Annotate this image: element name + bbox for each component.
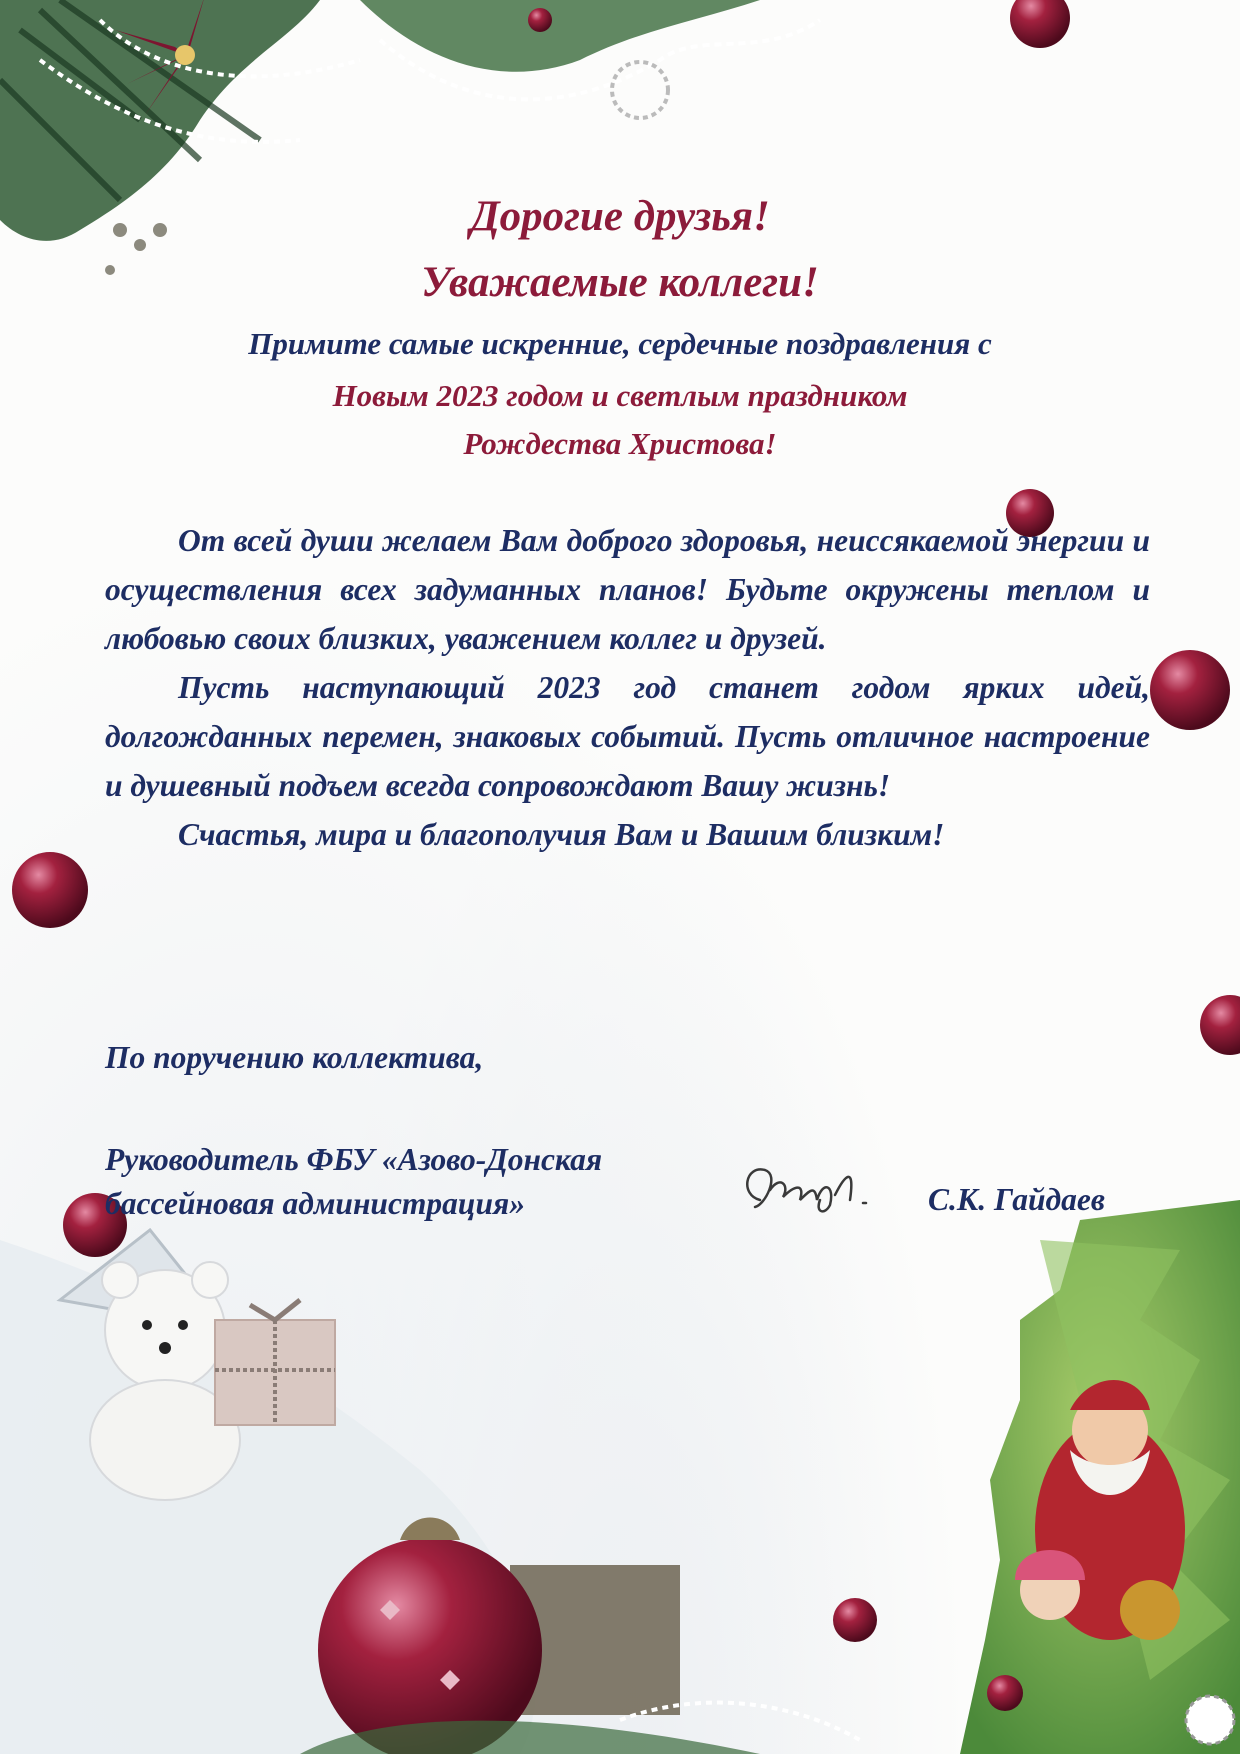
bottom-center-ornament bbox=[300, 1518, 877, 1754]
greeting-line-1: Дорогие друзья! bbox=[470, 193, 770, 240]
signer-position bbox=[105, 1138, 602, 1226]
position-line-2: бассейновая администрация» bbox=[105, 1186, 525, 1221]
ornament-ball bbox=[1150, 650, 1230, 730]
on-behalf-line: По поручению коллектива, bbox=[105, 1040, 484, 1075]
gift-box bbox=[215, 1300, 335, 1425]
handwritten-signature bbox=[735, 1155, 885, 1225]
intro-line-3: Рождества Христова! bbox=[463, 426, 777, 461]
ornament-ball bbox=[12, 852, 88, 928]
greeting-line-2: Уважаемые коллеги! bbox=[421, 259, 819, 306]
top-right-ornament bbox=[1010, 0, 1070, 48]
body-paragraph-3: Счастья, мира и благополучия Вам и Вашим близким! bbox=[178, 817, 945, 852]
top-center-garland bbox=[360, 0, 820, 118]
body-paragraph-2: Пусть наступающий 2023 год станет годом ярких идей, долгожданных перемен, знаковых событий. Пусть отличное настроение и душевный подъем всегда сопровождают Вашу жизнь! bbox=[105, 670, 1150, 803]
signer-name: С.К. Гайдаев bbox=[928, 1182, 1105, 1217]
intro-line-1: Примите самые искренние, сердечные поздравления с bbox=[248, 326, 992, 361]
bottom-right-tree bbox=[960, 1200, 1240, 1754]
ornament-ball bbox=[1200, 995, 1240, 1055]
body-paragraph-1: От всей души желаем Вам доброго здоровья, неиссякаемой энергии и осуществления всех задуманных планов! Будьте окружены теплом и любовью своих близких, уважением коллег и друзей. bbox=[105, 523, 1150, 656]
intro-line-2: Новым 2023 годом и светлым праздником bbox=[332, 378, 908, 413]
letter-body bbox=[105, 516, 1150, 859]
position-line-1: Руководитель ФБУ «Азово-Донская bbox=[105, 1142, 603, 1177]
